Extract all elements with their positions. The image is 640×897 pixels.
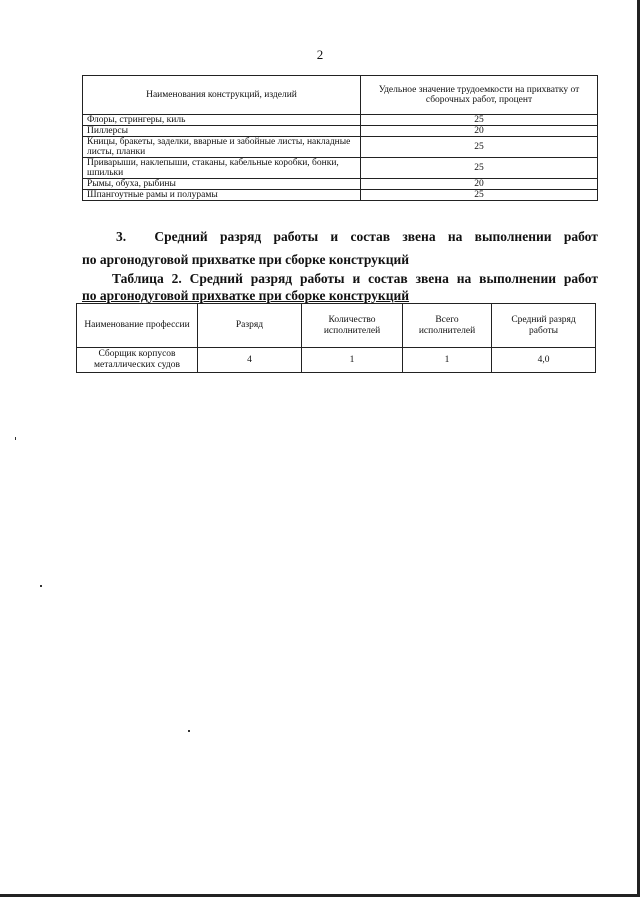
construction-name: Кницы, бракеты, заделки, вварные и забойные листы, накладные листы, планки (83, 137, 361, 158)
table-row (83, 179, 598, 190)
caption-word: выполнении (479, 271, 557, 286)
heading-word: работы (273, 229, 319, 244)
table-header-row (77, 304, 596, 348)
column-header-total: Всего исполнителей (403, 304, 492, 348)
construction-name: Пиллерсы (83, 126, 361, 137)
table-row (83, 137, 598, 158)
caption-word: Таблица (112, 271, 164, 286)
column-header-grade: Разряд (198, 304, 302, 348)
caption-word: состав (368, 271, 408, 286)
labor-share-value: 20 (361, 179, 598, 190)
avg-grade-cell: 4,0 (492, 348, 596, 373)
heading-word: работ (563, 229, 598, 244)
table-row (83, 190, 598, 201)
section-3-heading (82, 225, 598, 271)
page-number: 2 (316, 47, 324, 62)
heading-word: звена (402, 229, 436, 244)
column-header-count: Количество исполнителей (302, 304, 403, 348)
caption-line-1 (82, 270, 598, 287)
scan-speck (40, 585, 42, 587)
scan-speck (188, 730, 190, 732)
heading-word: и (330, 229, 339, 244)
labor-share-value: 20 (361, 126, 598, 137)
labor-share-value: 25 (361, 158, 598, 179)
construction-name: Рымы, обуха, рыбины (83, 179, 361, 190)
table-row (83, 115, 598, 126)
total-cell: 1 (403, 348, 492, 373)
caption-word: работ (563, 271, 598, 286)
labor-share-value: 25 (361, 190, 598, 201)
table-row (83, 158, 598, 179)
section-heading-line-2: по аргонодуговой прихватке при сборке конструкций (82, 252, 410, 267)
table-2-caption (82, 270, 598, 304)
labor-share-value: 25 (361, 115, 598, 126)
construction-name: Приварыши, наклепыши, стаканы, кабельные коробки, бонки, шпильки (83, 158, 361, 179)
grade-cell: 4 (198, 348, 302, 373)
heading-word: состав (350, 229, 391, 244)
scan-speck (15, 437, 16, 440)
heading-word: Средний (154, 229, 208, 244)
caption-word: Средний (189, 271, 243, 286)
heading-word: на (447, 229, 463, 244)
caption-word: на (456, 271, 472, 286)
caption-word: работы (299, 271, 345, 286)
column-header-constructions: Наименования конструкций, изделий (83, 76, 361, 115)
labor-share-table (82, 75, 598, 201)
caption-line-2: по аргонодуговой прихватке при сборке конструкций (82, 288, 410, 303)
construction-name: Шпангоутные рамы и полурамы (83, 190, 361, 201)
profession-cell: Сборщик корпусов металлических судов (77, 348, 198, 373)
section-number: 3. (116, 229, 127, 244)
labor-share-value: 25 (361, 137, 598, 158)
table-row (77, 348, 596, 373)
heading-word: выполнении (474, 229, 552, 244)
heading-word: разряд (219, 229, 262, 244)
table-row (83, 126, 598, 137)
caption-word: и (352, 271, 361, 286)
column-header-avg-grade: Средний разряд работы (492, 304, 596, 348)
crew-composition-table (76, 303, 596, 373)
column-header-labor-share: Удельное значение трудоемкости на прихватку от сборочных работ, процент (361, 76, 598, 115)
section-heading-line-1 (82, 225, 598, 248)
column-header-profession: Наименование профессии (77, 304, 198, 348)
table-header-row (83, 76, 598, 115)
caption-word: 2. (171, 271, 182, 286)
caption-word: разряд (250, 271, 293, 286)
count-cell: 1 (302, 348, 403, 373)
construction-name: Флоры, стрингеры, киль (83, 115, 361, 126)
caption-word: звена (415, 271, 449, 286)
